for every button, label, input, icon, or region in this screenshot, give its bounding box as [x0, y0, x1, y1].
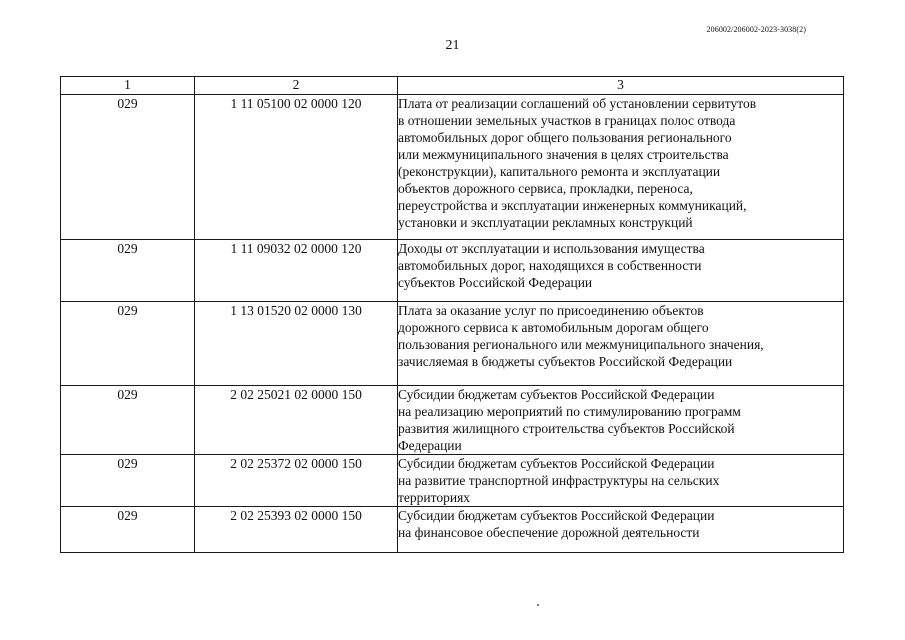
- admin-code-cell: 029: [61, 455, 195, 507]
- admin-code-cell: 029: [61, 95, 195, 240]
- budget-classification-code-cell: 2 02 25021 02 0000 150: [195, 386, 398, 455]
- description-line: Плата за оказание услуг по присоединению объектов: [398, 303, 704, 318]
- budget-classification-code-cell: 2 02 25372 02 0000 150: [195, 455, 398, 507]
- description-line: на реализацию мероприятий по стимулированию программ: [398, 404, 741, 419]
- description-line: Доходы от эксплуатации и использования имущества: [398, 241, 705, 256]
- budget-classification-code-cell: 1 13 01520 02 0000 130: [195, 302, 398, 386]
- page-number: 21: [445, 38, 460, 53]
- admin-code-cell: 029: [61, 240, 195, 302]
- column-header-2: 2: [195, 77, 398, 95]
- description-line: дорожного сервиса к автомобильным дорогам общего: [398, 320, 709, 335]
- table-body: [61, 95, 844, 553]
- description-line: пользования регионального или межмуниципального значения,: [398, 337, 764, 352]
- table-row: [61, 507, 844, 553]
- description-line: Федерации: [398, 438, 462, 453]
- revenue-description-cell: [398, 240, 844, 302]
- table-row: [61, 302, 844, 386]
- admin-code-cell: 029: [61, 386, 195, 455]
- table-row: [61, 386, 844, 455]
- revenue-description-cell: [398, 302, 844, 386]
- description-line: Субсидии бюджетам субъектов Российской Федерации: [398, 456, 715, 471]
- budget-classification-code-cell: 1 11 09032 02 0000 120: [195, 240, 398, 302]
- table-row: [61, 95, 844, 240]
- revenue-description-cell: [398, 95, 844, 240]
- description-line: Плата от реализации соглашений об установлении сервитутов: [398, 96, 757, 111]
- table-header-row: [61, 77, 844, 95]
- revenue-codes-table: [60, 76, 844, 553]
- budget-classification-code-cell: 2 02 25393 02 0000 150: [195, 507, 398, 553]
- document-id: 206002/206002-2023-3038(2): [706, 25, 806, 34]
- description-line: зачисляемая в бюджеты субъектов Российской Федерации: [398, 354, 733, 369]
- description-line: переустройства и эксплуатации инженерных коммуникаций,: [398, 198, 747, 213]
- description-line: автомобильных дорог, находящихся в собственности: [398, 258, 702, 273]
- description-line: автомобильных дорог общего пользования регионального: [398, 130, 732, 145]
- revenue-description-cell: [398, 455, 844, 507]
- description-line: развития жилищного строительства субъектов Российской: [398, 421, 735, 436]
- column-header-3: 3: [398, 77, 844, 95]
- description-line: установки и эксплуатации рекламных конструкций: [398, 215, 693, 230]
- column-header-1: 1: [61, 77, 195, 95]
- description-line: территориях: [398, 490, 471, 505]
- table-row: [61, 455, 844, 507]
- table-row: [61, 240, 844, 302]
- admin-code-cell: 029: [61, 507, 195, 553]
- description-line: (реконструкции), капитального ремонта и эксплуатации: [398, 164, 721, 179]
- description-line: субъектов Российской Федерации: [398, 275, 593, 290]
- description-line: объектов дорожного сервиса, прокладки, переноса,: [398, 181, 693, 196]
- revenue-description-cell: [398, 507, 844, 553]
- description-line: Субсидии бюджетам субъектов Российской Федерации: [398, 508, 715, 523]
- admin-code-cell: 029: [61, 302, 195, 386]
- description-line: на развитие транспортной инфраструктуры на сельских: [398, 473, 720, 488]
- description-line: Субсидии бюджетам субъектов Российской Федерации: [398, 387, 715, 402]
- description-line: или межмуниципального значения в целях строительства: [398, 147, 729, 162]
- description-line: в отношении земельных участков в границах полос отвода: [398, 113, 736, 128]
- description-line: на финансовое обеспечение дорожной деятельности: [398, 525, 700, 540]
- budget-classification-code-cell: 1 11 05100 02 0000 120: [195, 95, 398, 240]
- scan-speck: [537, 604, 539, 606]
- revenue-description-cell: [398, 386, 844, 455]
